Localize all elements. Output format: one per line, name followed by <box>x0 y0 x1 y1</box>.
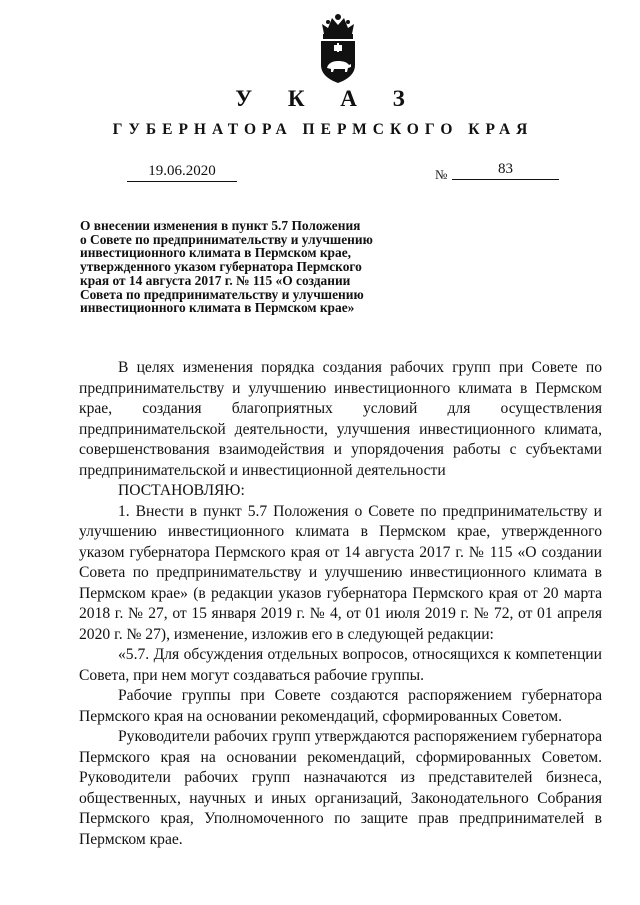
issuer-heading: ГУБЕРНАТОРА ПЕРМСКОГО КРАЯ <box>112 121 534 138</box>
item-1-paragraph: 1. Внести в пункт 5.7 Положения о Совете по предпринимательству и улучшению инвестиционного климата в Пермском крае, утвержденного указом губернатора Пермского края от 14 августа 2017 г. № 115 «О создании Совета по предпринимательству и улучшению инвестиционного климата в Пермском крае» (в редакции указов губернатора Пермского края от 20 марта 2018 г. № 27, от 15 января 2019 г. № 4, от 01 июля 2019 г. № 72, от 01 апреля 2020 г. № 27), изменение, изложив его в следующей редакции: <box>79 502 602 643</box>
decree-number: 83 <box>452 157 559 180</box>
preamble-paragraph: В целях изменения порядка создания рабочих групп при Совете по предпринимательству и улучшению инвестиционного климата в Пермском крае, создания благоприятных условий для осуществления предпринимательской деятельности, улучшения инвестиционного климата, совершенствования взаимодействия и упорядочения работы с субъектами предпринимательской и инвестиционной деятельности <box>79 359 602 479</box>
decree-date: 19.06.2020 <box>127 162 237 182</box>
document-type-heading: У К А З <box>235 86 420 111</box>
title-line: утвержденного указом губернатора Пермского <box>80 259 362 275</box>
title-line: инвестиционного климата в Пермском крае, <box>80 245 351 261</box>
perm-krai-coat-of-arms-icon <box>314 12 362 84</box>
group-leaders-paragraph: Руководители рабочих групп утверждаются распоряжением губернатора Пермского края на основании рекомендаций, сформированных Советом. Руководители рабочих групп назначаются из представителей бизнеса, общественных, научных и иных организаций, Законодательного Собрания Пермского края, Уполномоченного по защите прав предпринимателей в Пермском крае. <box>79 728 602 848</box>
title-line: инвестиционного климата в Пермском крае» <box>80 300 355 316</box>
number-sign: № <box>435 167 448 182</box>
decree-word: ПОСТАНОВЛЯЮ: <box>118 482 245 499</box>
title-line: Совета по предпринимательству и улучшению <box>80 286 364 302</box>
title-line: края от 14 августа 2017 г. № 115 «О создании <box>80 272 351 288</box>
decree-title <box>80 219 425 315</box>
title-line: О внесении изменения в пункт 5.7 Положения <box>80 218 361 233</box>
title-line: о Совете по предпринимательству и улучшению <box>80 231 373 247</box>
decree-body <box>79 358 602 850</box>
working-groups-paragraph: Рабочие группы при Совете создаются распоряжением губернатора Пермского края на основании рекомендаций, сформированных Советом. <box>79 687 602 725</box>
clause-5-7-paragraph: «5.7. Для обсуждения отдельных вопросов, относящихся к компетенции Совета, при нем могут создаваться рабочие группы. <box>79 646 602 684</box>
